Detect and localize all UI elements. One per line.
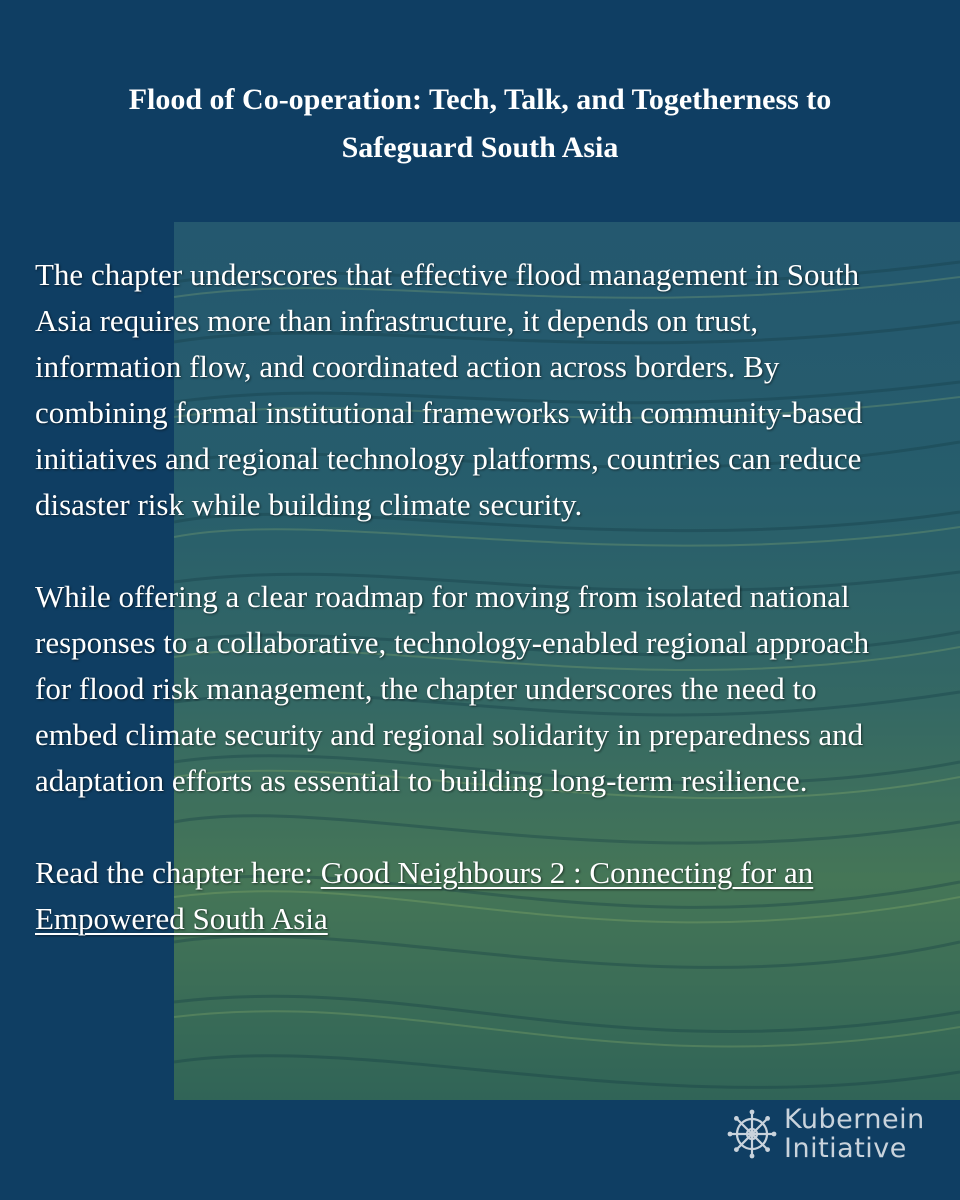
logo-wordmark xyxy=(784,1105,925,1163)
logo-line-2: Initiative xyxy=(784,1133,907,1164)
chapter-link[interactable]: Good Neighbours 2 : Connecting for an Empowered South Asia xyxy=(35,855,814,936)
read-chapter-prefix: Read the chapter here: xyxy=(35,855,321,890)
title-line-1: Flood of Co-operation: Tech, Talk, and Togetherness to xyxy=(128,83,832,116)
paragraph-roadmap: While offering a clear roadmap for moving from isolated national responses to a collaborative, technology-enabled regional approach for flood risk management, the chapter underscores the need to embed climate security and regional solidarity in preparedness and adaptation efforts as essential to building long-term resilience. xyxy=(35,579,870,798)
kubernein-logo xyxy=(726,1104,936,1164)
title-line-2: Safeguard South Asia xyxy=(341,131,619,164)
logo-line-1: Kubernein xyxy=(784,1104,925,1135)
read-chapter-line xyxy=(35,850,895,942)
ship-wheel-icon xyxy=(726,1108,778,1160)
page-title xyxy=(40,76,920,172)
paragraph-summary: The chapter underscores that effective flood management in South Asia requires more than infrastructure, it depends on trust, information flow, and coordinated action across borders. By combining formal institutional frameworks with community-based initiatives and regional technology platforms, countries can reduce disaster risk while building climate security. xyxy=(35,257,863,522)
article-body xyxy=(35,252,895,988)
